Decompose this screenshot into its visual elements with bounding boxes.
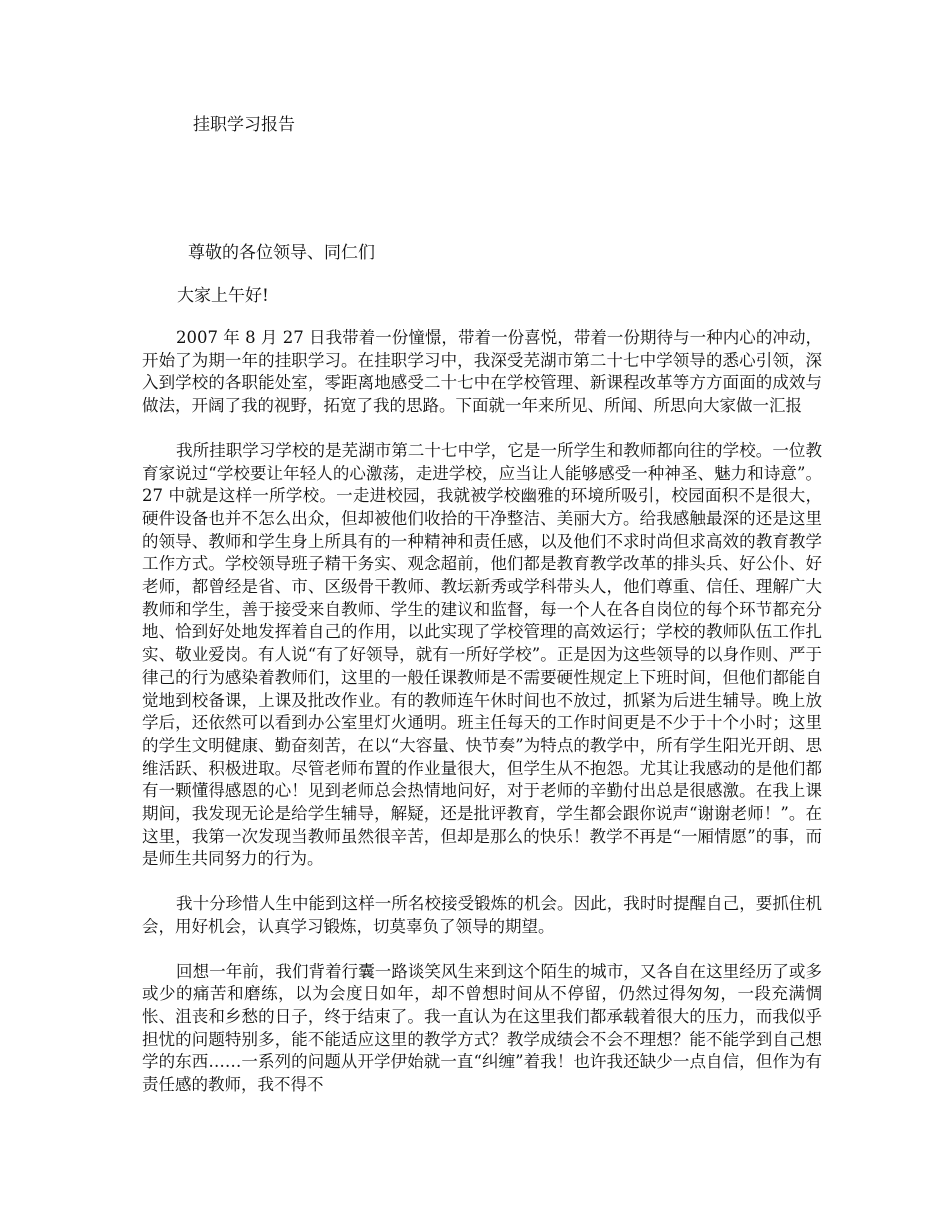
document-body — [142, 327, 822, 1119]
document-title: 挂职学习报告 — [193, 115, 295, 135]
paragraph-recollection: 回想一年前，我们背着行囊一路谈笑风生来到这个陌生的城市，又各自在这里经历了或多或少的痛苦和磨练，以为会度日如年，却不曾想时间从不停留，仍然过得匆匆，一段充满惆怅、沮丧和乡愁的日子，终于结束了。我一直认为在这里我们都承载着很大的压力，而我似乎担忧的问题特别多，能不能适应这里的教学方式？教学成绩会不会不理想？能不能学到自己想学的东西……一系列的问题从开学伊始就一直“纠缠”着我！也许我还缺少一点自信，但作为有责任感的教师，我不得不 — [142, 961, 822, 1095]
greeting: 大家上午好! — [177, 286, 269, 306]
paragraph-opportunity: 我十分珍惜人生中能到这样一所名校接受锻炼的机会。因此，我时时提醒自己，要抓住机会，用好机会，认真学习锻炼，切莫辜负了领导的期望。 — [142, 894, 822, 936]
salutation: 尊敬的各位领导、同仁们 — [188, 243, 375, 263]
paragraph-intro: 2007 年 8 月 27 日我带着一份憧憬，带着一份喜悦，带着一份期待与一种内心的冲动，开始了为期一年的挂职学习。在挂职学习中，我深受芜湖市第二十七中学领导的悉心引领，深入到学校的各职能处室，零距离地感受二十七中在学校管理、新课程改革等方方面面的成效与做法，开阔了我的视野，拓宽了我的思路。下面就一年来所见、所闻、所思向大家做一汇报 — [142, 328, 822, 416]
paragraph-school: 我所挂职学习学校的是芜湖市第二十七中学，它是一所学生和教师都向往的学校。一位教育家说过“学校要让年轻人的心激荡，走进学校，应当让人能够感受一种神圣、魅力和诗意”。27 中就是这样一所学校。一走进校园，我就被学校幽雅的环境所吸引，校园面积不是很大，硬件设备也并不怎么出众，但却被他们收拾的干净整洁、美丽大方。给我感触最深的还是这里的领导、教师和学生身上所具有的一种精神和责任感，以及他们不求时尚但求高效的教育教学工作方式。学校领导班子精干务实、观念超前，他们都是教育教学改革的排头兵、好公仆、好老师，都曾经是省、市、区级骨干教师、教坛新秀或学科带头人，他们尊重、信任、理解广大教师和学生，善于接受来自教师、学生的建议和监督，每一个人在各自岗位的每个环节都充分地、恰到好处地发挥着自己的作用，以此实现了学校管理的高效运行；学校的教师队伍工作扎实、敬业爱岗。有人说“有了好领导，就有一所好学校”。正是因为这些领导的以身作则、严于律己的行为感染着教师们，这里的一般任课教师是不需要硬性规定上下班时间，但他们都能自觉地到校备课，上课及批改作业。有的教师连午休时间也不放过，抓紧为后进生辅导。晚上放学后，还依然可以看到办公室里灯火通明。班主任每天的工作时间更是不少于十个小时；这里的学生文明健康、勤奋刻苦，在以“大容量、快节奏”为特点的教学中，所有学生阳光开朗、思维活跃、积极进取。尽管老师布置的作业量很大，但学生从不抱怨。尤其让我感动的是他们都有一颗懂得感恩的心！见到老师总会热情地问好，对于老师的辛勤付出总是很感激。在我上课期间，我发现无论是给学生辅导，解疑，还是批评教育，学生都会跟你说声“谢谢老师！”。在这里，我第一次发现当教师虽然很辛苦，但却是那么的快乐！教学不再是“一厢情愿”的事，而是师生共同努力的行为。 — [142, 440, 822, 869]
